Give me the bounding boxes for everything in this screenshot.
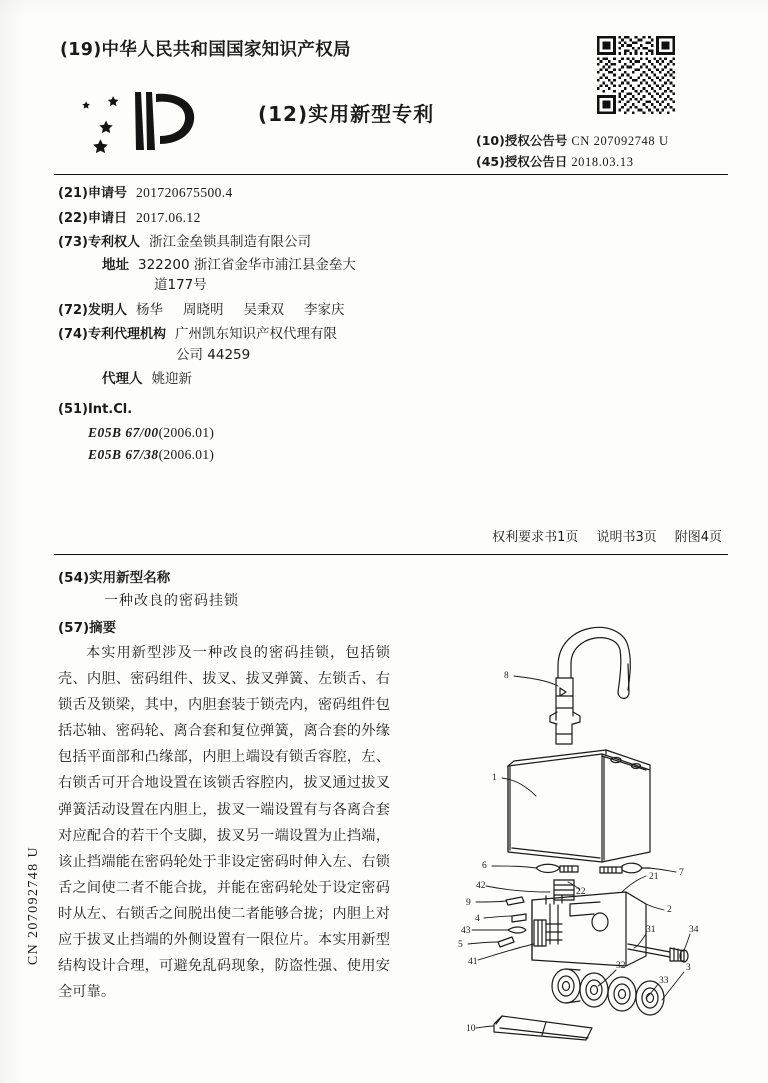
address-line-2: 道177号 <box>154 277 207 293</box>
address-row <box>58 256 478 273</box>
publication-number <box>476 131 669 149</box>
side-publication-number: CN 207092748 U <box>26 846 41 966</box>
publication-date <box>476 152 634 170</box>
ipc-entry <box>58 448 478 462</box>
issuing-office: (19)中华人民共和国国家知识产权局 <box>60 40 351 60</box>
agency-label: (74)专利代理机构 <box>58 327 166 342</box>
inventor-row <box>58 301 478 318</box>
ipc-label: (51)Int.Cl. <box>58 401 133 417</box>
agency-row <box>58 328 478 342</box>
ref-numeral-10: 10 <box>466 1024 476 1034</box>
application-number-row <box>58 186 478 200</box>
agency-line-1: 广州凯东知识产权代理有限 <box>174 326 337 342</box>
patentee-value: 浙江金垒锁具制造有限公司 <box>148 234 311 250</box>
inventor-item: 吴秉双 <box>243 301 284 318</box>
ref-numeral-8: 8 <box>504 671 509 681</box>
ref-numeral-34: 34 <box>689 925 699 935</box>
application-number-label: (21)申请号 <box>58 186 127 201</box>
patentee-row <box>58 236 478 250</box>
ipc-version: (2006.01) <box>158 424 215 440</box>
inventor-item: 杨华 <box>135 301 163 318</box>
cnipa-emblem <box>80 84 204 160</box>
ref-numeral-4: 4 <box>475 914 480 924</box>
inventor-item: 周晓明 <box>182 301 224 318</box>
address-row-continued <box>58 279 478 293</box>
ref-numeral-22: 22 <box>576 887 586 897</box>
padlock-exploded-view <box>450 604 730 1034</box>
ref-numeral-21: 21 <box>649 872 659 882</box>
patent-kind-title: (12)实用新型专利 <box>258 102 435 126</box>
utility-model-name-value: 一种改良的密码挂锁 <box>104 593 239 609</box>
application-number-value: 201720675500.4 <box>135 185 233 200</box>
ipc-version: (2006.01) <box>158 447 215 462</box>
bibliographic-data <box>58 186 478 471</box>
agency-line-2: 公司 44259 <box>176 346 251 363</box>
ref-numeral-3: 3 <box>686 963 691 973</box>
ref-numeral-32: 32 <box>616 961 626 971</box>
ipc-symbol: E05B 67/00 <box>88 424 159 440</box>
ipc-row <box>58 403 478 416</box>
ref-numeral-43: 43 <box>461 926 471 936</box>
claims-page-count: 权利要求书1页 <box>492 530 579 545</box>
ref-numeral-5: 5 <box>458 940 463 950</box>
description-page-count: 说明书3页 <box>596 530 657 545</box>
ref-numeral-1: 1 <box>492 773 497 783</box>
ref-numeral-42: 42 <box>476 881 486 891</box>
ref-numeral-9: 9 <box>466 898 471 908</box>
address-label: 地址 <box>102 256 129 273</box>
application-date-value: 2017.06.12 <box>135 210 201 225</box>
abstract-label: (57)摘要 <box>58 620 117 636</box>
publication-number-value: CN 207092748 U <box>571 134 669 148</box>
ref-numeral-41: 41 <box>468 957 478 967</box>
application-date-row <box>58 211 478 225</box>
patentee-label: (73)专利权人 <box>58 235 140 250</box>
inventor-label: (72)发明人 <box>58 302 127 318</box>
ipc-entry <box>58 426 478 440</box>
ref-numeral-7: 7 <box>679 868 684 878</box>
agency-row-continued <box>58 346 478 363</box>
application-date-label: (22)申请日 <box>58 211 127 226</box>
agent-label: 代理人 <box>102 371 143 387</box>
abstract-section-divider <box>54 554 728 555</box>
utility-model-name-label: (54)实用新型名称 <box>58 570 171 586</box>
page-sheet <box>26 18 736 1063</box>
abstract-text: 本实用新型涉及一种改良的密码挂锁，包括锁壳、内胆、密码组件、拔叉、拔叉弹簧、左锁舌、右锁舌及锁梁，其中，内胆套装于锁壳内，密码组件包括芯轴、密码轮、离合套和复位弹簧，离合套的外缘包括平面部和凸缘部，内胆上端设有锁舌容腔，左、右锁舌可开合地设置在该锁舌容腔内，拔叉通过拔叉弹簧活动设置在内胆上，拔叉一端设置有与各离合套对应配合的若干个支脚，拔叉另一端设置为止挡端，该止挡端能在密码轮处于非设定密码时伸入左、右锁舌之间使二者不能合拢，并能在密码轮处于设定密码时从左、右锁舌之间脱出使二者能够合拢；内胆上对应于拔叉止挡端的外侧设置有一限位片。本实用新型结构设计合理，可避免乱码现象，防盗性强、使用安全可靠。 <box>58 645 390 1001</box>
inventor-item: 李家庆 <box>303 301 345 318</box>
publication-number-label: (10)授权公告号 <box>476 133 568 148</box>
header-divider <box>54 174 728 175</box>
qr-code <box>597 36 675 114</box>
publication-date-label: (45)授权公告日 <box>476 154 568 169</box>
ref-numeral-6: 6 <box>482 861 487 871</box>
ref-numeral-31: 31 <box>646 925 656 935</box>
agent-row <box>58 373 478 387</box>
inventor-list <box>135 301 365 318</box>
publication-date-value: 2018.03.13 <box>571 155 634 169</box>
drawings-page-count: 附图4页 <box>674 530 722 545</box>
ipc-symbol: E05B 67/38 <box>88 447 159 462</box>
agent-value: 姚迎新 <box>151 371 192 387</box>
address-line-1: 322200 浙江省金华市浦江县金垒大 <box>138 256 356 273</box>
ref-numeral-2: 2 <box>667 905 672 915</box>
page-counts <box>474 526 722 545</box>
ref-numeral-33: 33 <box>659 976 669 986</box>
